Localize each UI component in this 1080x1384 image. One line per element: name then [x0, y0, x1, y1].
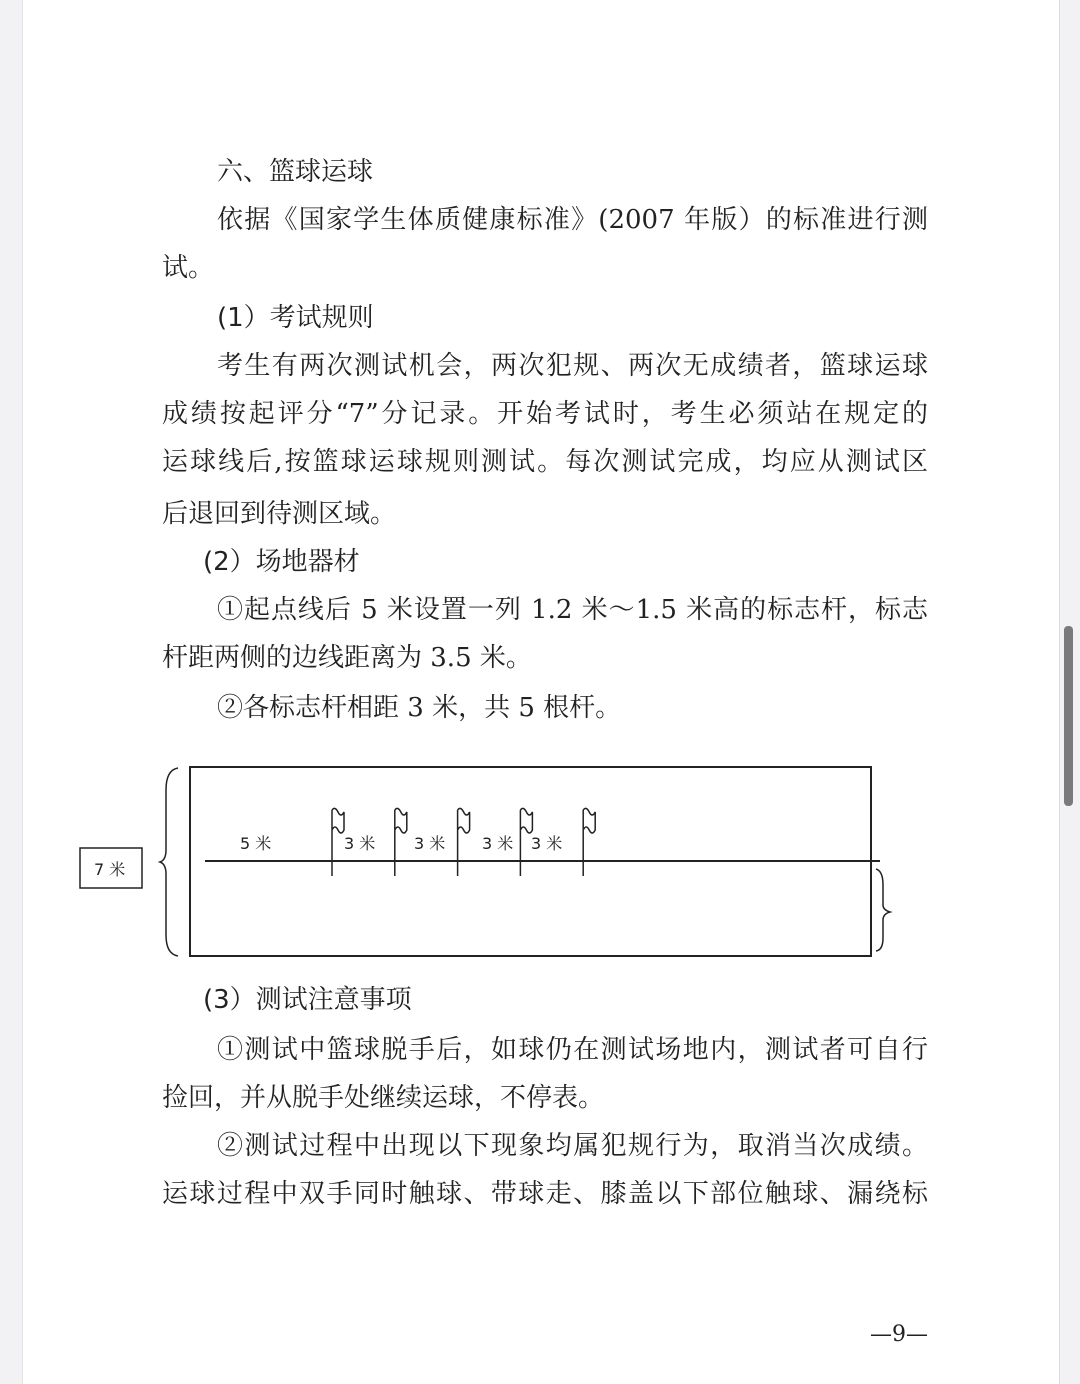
notes-heading: (3）测试注意事项	[203, 985, 412, 1015]
gap-label: 3 米	[414, 834, 446, 853]
gap-label: 3 米	[531, 834, 563, 853]
paragraph-line: ①测试中篮球脱手后，如球仍在测试场地内，测试者可自行	[217, 1035, 928, 1065]
flag-pole-marker	[395, 808, 407, 876]
flag-pole-marker	[332, 808, 344, 876]
right-brace	[876, 869, 890, 951]
rules-heading: (1）考试规则	[217, 303, 374, 333]
gap-label: 3 米	[482, 834, 514, 853]
width-label: 7 米	[94, 860, 126, 879]
paragraph-line: 考生有两次测试机会，两次犯规、两次无成绩者，篮球运球	[217, 351, 928, 381]
paragraph-line: 试。	[162, 253, 215, 283]
paragraph-line: ②测试过程中出现以下现象均属犯规行为，取消当次成绩。	[217, 1131, 928, 1161]
paragraph-line: ②各标志杆相距 3 米，共 5 根杆。	[217, 693, 622, 723]
paragraph-line: 运球过程中双手同时触球、带球走、膝盖以下部位触球、漏绕标	[162, 1179, 928, 1209]
left-brace	[160, 768, 178, 956]
flag-pole-marker	[458, 808, 470, 876]
scrollbar-thumb[interactable]	[1064, 626, 1073, 806]
paragraph-line: 依据《国家学生体质健康标准》(2007 年版）的标准进行测	[217, 205, 928, 235]
section-title: 六、篮球运球	[217, 157, 374, 187]
page-number: —9—	[870, 1322, 928, 1347]
paragraph-line: 捡回，并从脱手处继续运球，不停表。	[162, 1083, 605, 1113]
paragraph-line: 后退回到待测区域。	[162, 499, 397, 529]
paragraph-line: 杆距两侧的边线距离为 3.5 米。	[162, 643, 532, 673]
venue-heading: (2）场地器材	[203, 547, 360, 577]
flag-pole-marker	[583, 808, 595, 876]
paragraph-line: 成绩按起评分“7”分记录。开始考试时，考生必须站在规定的	[162, 399, 928, 429]
paragraph-line: ①起点线后 5 米设置一列 1.2 米～1.5 米高的标志杆，标志	[217, 595, 928, 625]
paragraph-line: 运球线后,按篮球运球规则测试。每次测试完成，均应从测试区	[162, 447, 928, 477]
start-distance-label: 5 米	[240, 834, 272, 853]
gap-label: 3 米	[344, 834, 376, 853]
